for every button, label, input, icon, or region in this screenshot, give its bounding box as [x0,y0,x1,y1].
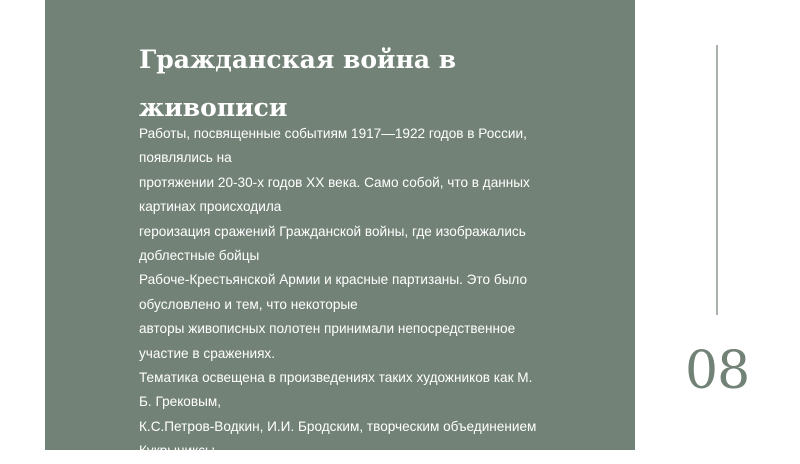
body-line: Б. Грековым, [139,394,221,410]
body-line: протяжении 20-30-х годов XX века. Само собой, что в данных [139,174,530,190]
body-line: Тематика освещена в произведениях таких художников как М. [139,370,533,386]
content-panel [45,0,635,459]
body-line: участие в сражениях. [139,345,275,361]
body-line: появлялись на [139,150,232,166]
body-line: героизация сражений Гражданской войны, где изображались [139,223,526,239]
body-line: Кукрыниксы. [139,443,219,459]
body-line: К.С.Петров-Водкин, И.И. Бродским, творческим объединением [139,418,537,434]
vertical-divider [716,45,718,315]
slide-title: Гражданская война в живописи [139,45,457,122]
body-line: Работы, посвященные событиям 1917—1922 годов в России, [139,126,527,141]
body-line: картинах происходила [139,199,282,215]
slide-body-text [139,122,559,464]
body-line: доблестные бойцы [139,248,260,264]
body-line: авторы живописных полотен принимали непосредственное [139,321,516,337]
body-line: обусловлено и тем, что некоторые [139,296,358,312]
page-number: 08 [685,341,750,401]
body-line: Рабоче-Крестьянской Армии и красные партизаны. Это было [139,272,528,288]
